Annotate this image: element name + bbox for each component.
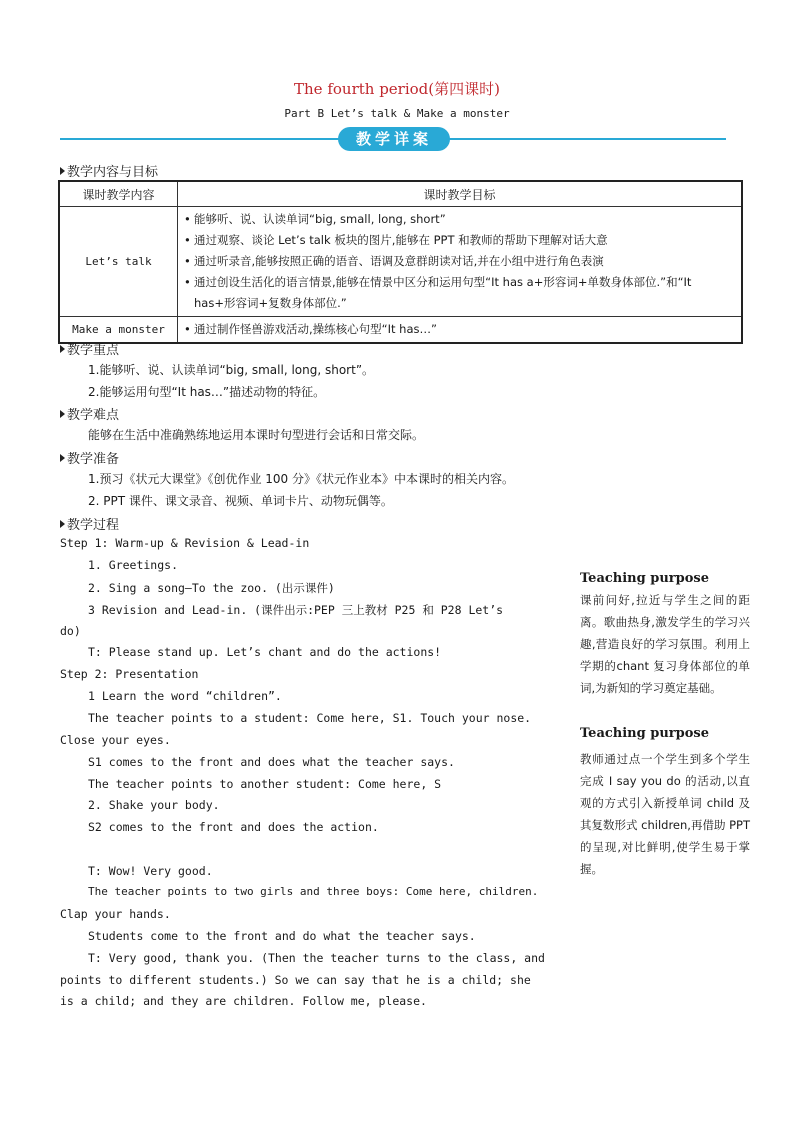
process-line: T: Wow! Very good. — [88, 864, 213, 878]
section-process: 教学过程 — [60, 514, 119, 533]
table-cell-goals — [178, 207, 743, 317]
table-cell-content: Make a monster — [59, 317, 178, 344]
process-line: Step 1: Warm-up & Revision & Lead-in — [60, 536, 310, 550]
process-line: points to different students.) So we can say that he is a child; she — [60, 973, 531, 987]
difficulty-line: 能够在生活中准确熟练地运用本课时句型进行会话和日常交际。 — [88, 428, 425, 442]
preparation-line: 1.预习《状元大课堂》《创优作业 100 分》《状元作业本》中本课时的相关内容。 — [88, 472, 514, 486]
goal-item: • 能够听、说、认读单词“big, small, long, short” — [184, 209, 735, 230]
table-header-cell: 课时教学目标 — [178, 181, 743, 207]
key-point-line: 2.能够运用句型“It has…”描述动物的特征。 — [88, 385, 326, 399]
section-key-points: 教学重点 — [60, 339, 119, 358]
arrow-icon — [60, 410, 65, 418]
process-line: 1. Greetings. — [88, 558, 179, 572]
arrow-icon — [60, 454, 65, 462]
section-banner: 教学详案 — [338, 127, 450, 151]
goal-item: • 通过听录音,能够按照正确的语音、语调及意群朗读对话,并在小组中进行角色表演 — [184, 251, 735, 272]
process-line: Clap your hands. — [60, 907, 171, 921]
goal-item: • 通过创设生活化的语言情景,能够在情景中区分和运用句型“It has a+形容词+单数身体部位.”和“It has+形容词+复数身体部位.” — [184, 272, 735, 314]
key-point-line: 1.能够听、说、认读单词“big, small, long, short”。 — [88, 363, 375, 377]
page-title: The fourth period(第四课时) — [294, 80, 500, 98]
teaching-purpose-text: 课前问好,拉近与学生之间的距离。歌曲热身,激发学生的学习兴趣,营造良好的学习氛围。利用上学期的chant 复习身体部位的单词,为新知的学习奠定基础。 — [580, 593, 750, 695]
process-line: The teacher points to two girls and three boys: Come here, children. — [88, 885, 539, 898]
process-line: Students come to the front and do what the teacher says. — [88, 929, 476, 943]
process-line: T: Please stand up. Let’s chant and do the actions! — [88, 645, 442, 659]
process-line: Step 2: Presentation — [60, 667, 199, 681]
table-row — [59, 207, 742, 317]
process-line: is a child; and they are children. Follow me, please. — [60, 994, 427, 1008]
section-difficulty: 教学难点 — [60, 404, 119, 423]
table-header-cell: 课时教学内容 — [59, 181, 178, 207]
process-line: S1 comes to the front and does what the teacher says. — [88, 755, 455, 769]
teaching-purpose-text: 教师通过点一个学生到多个学生完成 I say you do 的活动,以直观的方式引入新授单词 child 及其复数形式 children,再借助 PPT 的呈现,对比鲜明,使学生易于掌握。 — [580, 752, 751, 876]
process-line: do) — [60, 624, 81, 638]
table-cell-content: Let’s talk — [59, 207, 178, 317]
preparation-line: 2. PPT 课件、课文录音、视频、单词卡片、动物玩偶等。 — [88, 494, 393, 508]
arrow-icon — [60, 167, 65, 175]
goals-table — [58, 180, 743, 344]
process-line: 1 Learn the word “children”. — [88, 689, 282, 703]
table-header-row — [59, 181, 742, 207]
process-line: T: Very good, thank you. (Then the teacher turns to the class, and — [88, 951, 545, 965]
arrow-icon — [60, 345, 65, 353]
teaching-purpose-heading: Teaching purpose — [580, 726, 709, 741]
process-line: Close your eyes. — [60, 733, 171, 747]
section-content-goals: 教学内容与目标 — [60, 161, 158, 180]
section-preparation: 教学准备 — [60, 448, 119, 467]
process-line: The teacher points to another student: Come here, S — [88, 777, 442, 791]
process-line: S2 comes to the front and does the action. — [88, 820, 379, 834]
banner-line-right — [448, 138, 726, 140]
banner-line-left — [60, 138, 340, 140]
process-line: 2. Sing a song—To the zoo. (出示课件) — [88, 581, 335, 595]
process-line: 2. Shake your body. — [88, 798, 220, 812]
table-cell-goals — [178, 317, 743, 344]
table-row — [59, 317, 742, 344]
process-line: The teacher points to a student: Come here, S1. Touch your nose. — [88, 711, 532, 725]
page-subtitle: Part B Let’s talk & Make a monster — [284, 107, 510, 120]
teaching-purpose-heading: Teaching purpose — [580, 571, 709, 586]
process-line: 3 Revision and Lead-in. (课件出示:PEP 三上教材 P25 和 P28 Let’s — [88, 603, 504, 617]
goal-item: • 通过观察、谈论 Let’s talk 板块的图片,能够在 PPT 和教师的帮助下理解对话大意 — [184, 230, 735, 251]
goal-item: • 通过制作怪兽游戏活动,操练核心句型“It has…” — [184, 319, 735, 340]
arrow-icon — [60, 520, 65, 528]
